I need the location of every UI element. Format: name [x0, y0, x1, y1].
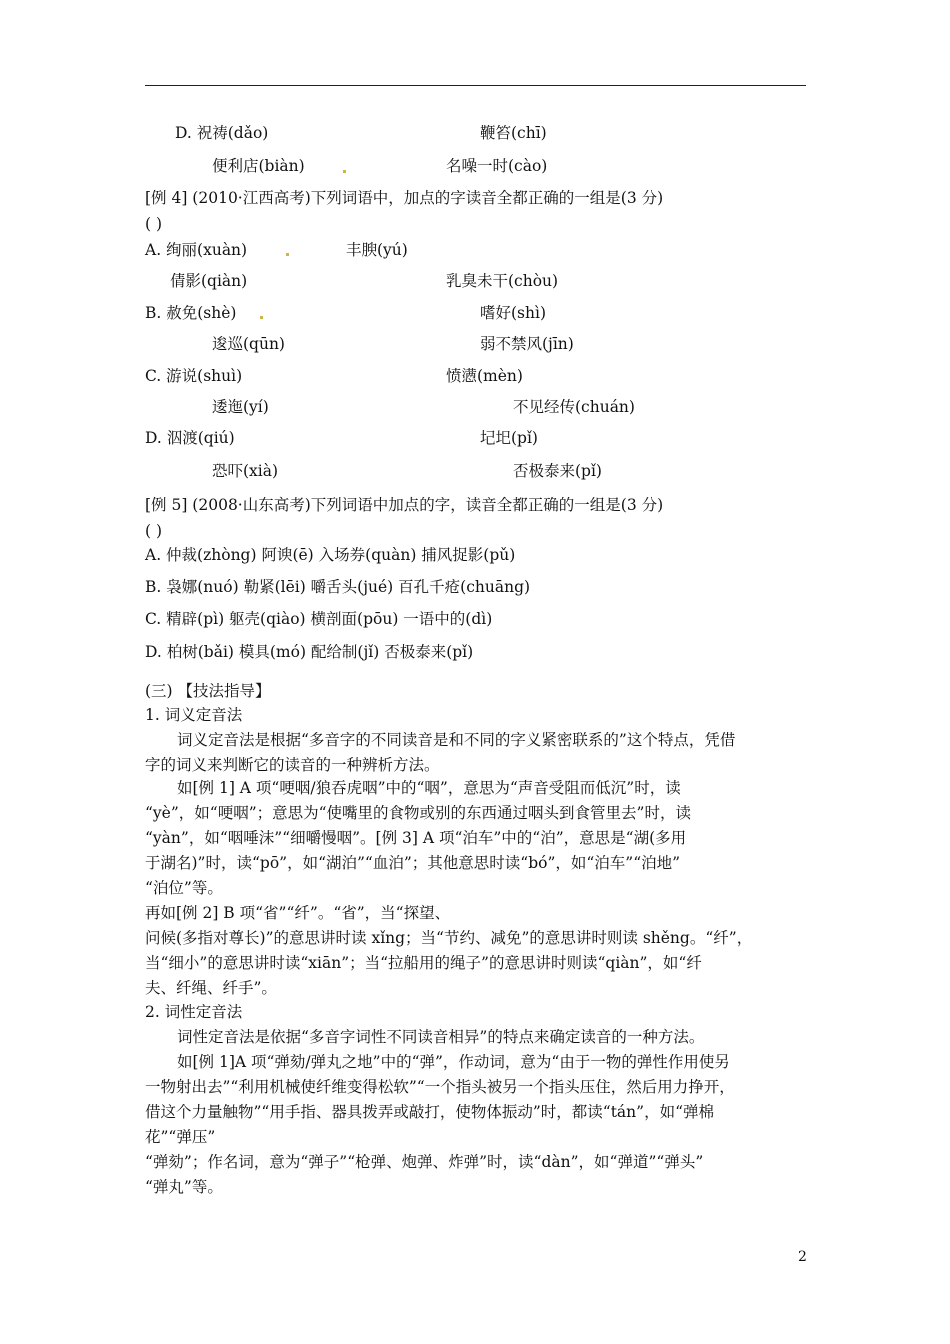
text-line: ( ): [145, 215, 163, 233]
text-line: 倩影(qiàn): [170, 272, 248, 290]
text-line: 如[例 1] A 项“哽咽/狼吞虎咽”中的“咽”，意思为“声音受阻而低沉”时，读: [177, 779, 681, 797]
text-line: B. 袅娜(nuó) 勒紧(lēi) 嚼舌头(jué) 百孔千疮(chuāng): [145, 578, 531, 596]
text-line: 嗜好(shì): [480, 304, 546, 322]
text-line: “yàn”，如“咽唾沫”“细嚼慢咽”。[例 3] A 项“泊车”中的“泊”，意思是“湖(多用: [145, 829, 687, 847]
text-line: ( ): [145, 522, 163, 540]
text-line: C. 游说(shuì): [145, 367, 243, 385]
text-line: 逶迤(yí): [212, 398, 269, 416]
text-line: B. 赦免(shè): [145, 304, 237, 322]
text-line: 借这个力量触物”“用手指、器具拨弄或敲打，使物体振动”时，都读“tán”，如“弹棉: [145, 1103, 714, 1121]
text-line: 一物射出去”“利用机械使纤维变得松软”“一个指头被另一个指头压住，然后用力挣开，: [145, 1078, 735, 1096]
text-line: 否极泰来(pǐ): [513, 462, 602, 480]
subheading: 2. 词性定音法: [145, 1003, 243, 1021]
text-line: 夫、纤绳、纤手”。: [145, 979, 277, 997]
text-line: 便利店(biàn): [212, 157, 305, 175]
text-line: 不见经传(chuán): [513, 398, 635, 416]
header-rule: [145, 85, 806, 86]
text-line: 逡巡(qūn): [212, 335, 285, 353]
page-number: 2: [798, 1249, 807, 1265]
yellow-dot-mark: [260, 316, 263, 319]
text-line: 圮圯(pǐ): [480, 429, 538, 447]
text-line: “yè”，如“哽咽”；意思为“使嘴里的食物或别的东西通过咽头到食管里去”时，读: [145, 804, 691, 822]
text-line: 弱不禁风(jīn): [480, 335, 574, 353]
text-line: 于湖名)”时，读“pō”，如“湖泊”“血泊”；其他意思时读“bó”，如“泊车”“泊地”: [145, 854, 681, 872]
text-line: 词性定音法是依据“多音字词性不同读音相异”的特点来确定读音的一种方法。: [177, 1028, 705, 1046]
subheading: 1. 词义定音法: [145, 706, 243, 724]
text-line: 花”“弹压”: [145, 1128, 216, 1146]
text-line: “弹丸”等。: [145, 1178, 223, 1196]
text-line: A. 绚丽(xuàn): [145, 241, 248, 259]
yellow-dot-mark: [286, 253, 289, 256]
text-line: “弹劾”；作名词，意为“弹子”“枪弹、炮弹、炸弹”时，读“dàn”，如“弹道”“弹头”: [145, 1153, 704, 1171]
text-line: D. 泅渡(qiú): [145, 429, 235, 447]
text-line: 当“细小”的意思讲时读“xiān”；当“拉船用的绳子”的意思讲时则读“qiàn”，如“纤: [145, 954, 702, 972]
text-line: 乳臭未干(chòu): [446, 272, 559, 290]
section-heading: (三) 【技法指导】: [145, 682, 271, 700]
text-line: 鞭笞(chī): [480, 124, 547, 142]
text-line: [例 4] (2010·江西高考)下列词语中，加点的字读音全都正确的一组是(3 分): [145, 189, 664, 207]
text-line: 名噪一时(cào): [446, 157, 548, 175]
text-line: 字的词义来判断它的读音的一种辨析方法。: [145, 756, 440, 774]
text-line: 如[例 1]A 项“弹劾/弹丸之地”中的“弹”，作动词，意为“由于一物的弹性作用使另: [177, 1053, 730, 1071]
text-line: [例 5] (2008·山东高考)下列词语中加点的字，读音全都正确的一组是(3 分): [145, 496, 664, 514]
text-line: D. 祝祷(dǎo): [175, 124, 269, 142]
yellow-dot-mark: [343, 170, 346, 173]
text-line: 丰腴(yú): [346, 241, 408, 259]
text-line: A. 仲裁(zhòng) 阿谀(ē) 入场券(quàn) 捕风捉影(pǔ): [145, 546, 516, 564]
text-line: 再如[例 2] B 项“省”“纤”。“省”，当“探望、: [145, 904, 451, 922]
text-line: C. 精辟(pì) 躯壳(qiào) 横剖面(pōu) 一语中的(dì): [145, 610, 493, 628]
text-line: 愤懑(mèn): [446, 367, 523, 385]
text-line: 恐吓(xià): [212, 462, 279, 480]
text-line: 问候(多指对尊长)”的意思讲时读 xǐng；当“节约、减免”的意思讲时则读 shěng。“纤”，: [145, 929, 753, 947]
text-line: D. 柏树(bǎi) 模具(mó) 配给制(jǐ) 否极泰来(pǐ): [145, 643, 474, 661]
text-line: “泊位”等。: [145, 879, 223, 897]
text-line: 词义定音法是根据“多音字的不同读音是和不同的字义紧密联系的”这个特点，凭借: [177, 731, 736, 749]
